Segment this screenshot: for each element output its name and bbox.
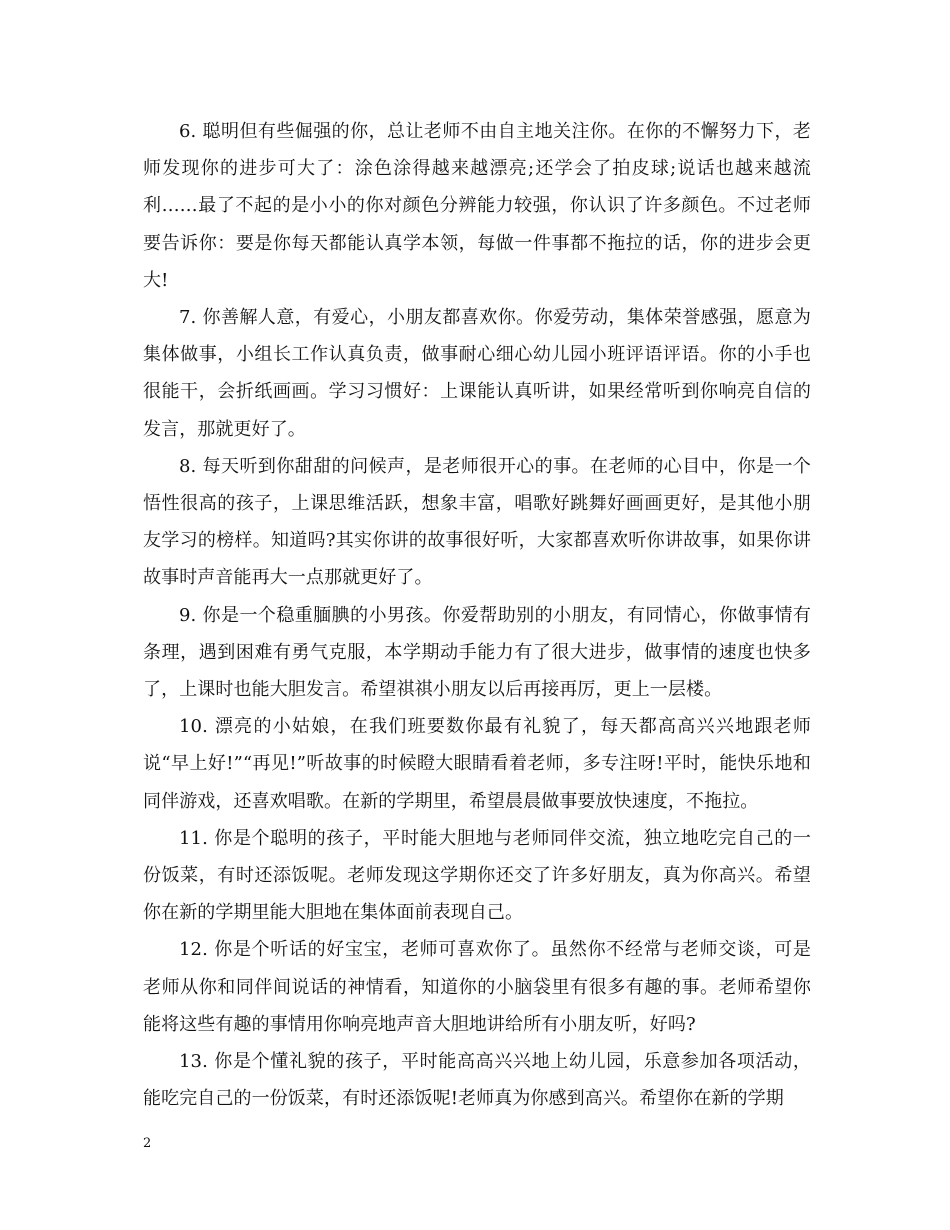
comment-paragraph-13: 13. 你是个懂礼貌的孩子，平时能高高兴兴地上幼儿园，乐意参加各项活动，能吃完自己的一份饭菜，有时还添饭呢!老师真为你感到高兴。希望你在新的学期 [143, 1051, 811, 1110]
page-number: 2 [143, 1136, 152, 1151]
page-body [143, 113, 811, 1117]
comment-paragraph-9: 9. 你是一个稳重腼腆的小男孩。你爱帮助别的小朋友，有同情心，你做事情有条理，遇到困难有勇气克服，本学期动手能力有了很大进步，做事情的速度也快多了，上课时也能大胆发言。希望祺祺小朋友以后再接再厉，更上一层楼。 [143, 604, 811, 701]
comment-paragraph-7: 7. 你善解人意，有爱心，小朋友都喜欢你。你爱劳动，集体荣誉感强，愿意为集体做事，小组长工作认真负责，做事耐心细心幼儿园小班评语评语。你的小手也很能干，会折纸画画。学习习惯好：上课能认真听讲，如果经常听到你响亮自信的发言，那就更好了。 [143, 307, 811, 440]
comment-paragraph-6: 6. 聪明但有些倔强的你，总让老师不由自主地关注你。在你的不懈努力下，老师发现你的进步可大了：涂色涂得越来越漂亮;还学会了拍皮球;说话也越来越流利……最了不起的是小小的你对颜色分辨能力较强，你认识了许多颜色。不过老师要告诉你：要是你每天都能认真学本领，每做一件事都不拖拉的话，你的进步会更大! [143, 121, 811, 291]
comment-paragraph-11: 11. 你是个聪明的孩子，平时能大胆地与老师同伴交流，独立地吃完自己的一份饭菜，有时还添饭呢。老师发现这学期你还交了许多好朋友，真为你高兴。希望你在新的学期里能大胆地在集体面前表现自己。 [143, 827, 811, 924]
comment-paragraph-10: 10. 漂亮的小姑娘，在我们班要数你最有礼貌了，每天都高高兴兴地跟老师说“早上好!”“再见!”听故事的时候瞪大眼睛看着老师，多专注呀!平时，能快乐地和同伴游戏，还喜欢唱歌。在新的学期里，希望晨晨做事要放快速度，不拖拉。 [143, 716, 811, 812]
comment-paragraph-8: 8. 每天听到你甜甜的问候声，是老师很开心的事。在老师的心目中，你是一个悟性很高的孩子，上课思维活跃，想象丰富，唱歌好跳舞好画画更好，是其他小朋友学习的榜样。知道吗?其实你讲的故事很好听，大家都喜欢听你讲故事，如果你讲故事时声音能再大一点那就更好了。 [143, 455, 811, 589]
comment-paragraph-12: 12. 你是个听话的好宝宝，老师可喜欢你了。虽然你不经常与老师交谈，可是老师从你和同伴间说话的神情看，知道你的小脑袋里有很多有趣的事。老师希望你能将这些有趣的事情用你响亮地声音大胆地讲给所有小朋友听，好吗? [143, 939, 811, 1035]
